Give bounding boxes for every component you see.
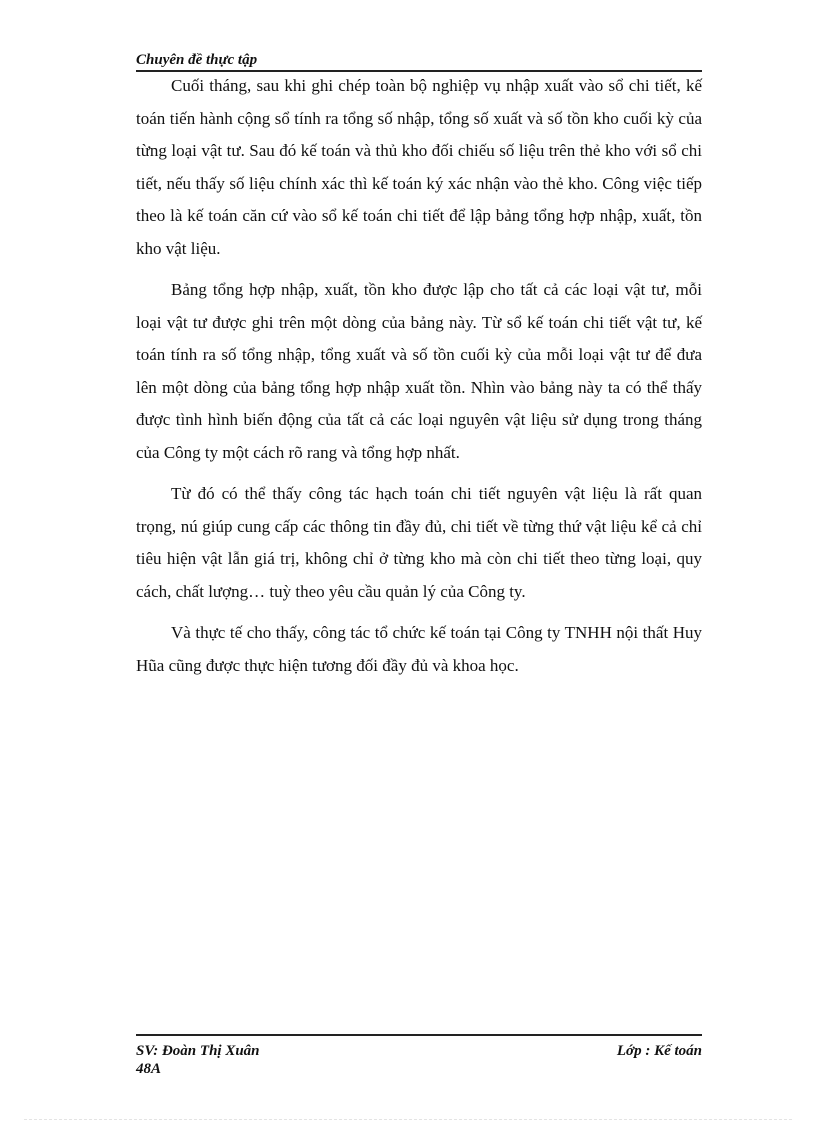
footer-student-class-code: 48A [136, 1061, 162, 1077]
page-bottom-border [24, 1119, 792, 1120]
paragraph-3: Từ đó có thể thấy công tác hạch toán chi tiết nguyên vật liệu là rất quan trọng, nú giúp cung cấp các thông tin đầy đủ, chi tiết về từng thứ vật liệu kể cả chỉ tiêu hiện vật lẫn giá trị, không chỉ ở từng kho mà còn chi tiết theo từng loại, quy cách, chất lượng… tuỳ theo yêu cầu quản lý của Công ty. [136, 484, 702, 601]
footer-student [136, 1042, 260, 1078]
paragraph-2: Bảng tổng hợp nhập, xuất, tồn kho được lập cho tất cả các loại vật tư, mỗi loại vật tư được ghi trên một dòng của bảng này. Từ sổ kế toán chi tiết vật tư, kế toán tính ra số tổng nhập, tổng xuất và số tồn cuối kỳ của mỗi loại vật tư để đưa lên một dòng của bảng tổng hợp nhập xuất tồn. Nhìn vào bảng này ta có thể thấy được tình hình biến động của tất cả các loại nguyên vật liệu sử dụng trong tháng của Công ty một cách rõ rang và tổng hợp nhất. [136, 280, 702, 462]
header-title: Chuyên đề thực tập [136, 52, 258, 68]
page-footer [136, 1034, 702, 1078]
paragraph-1: Cuối tháng, sau khi ghi chép toàn bộ nghiệp vụ nhập xuất vào sổ chi tiết, kế toán tiến hành cộng sổ tính ra tổng số nhập, tổng số xuất và số tồn kho cuối kỳ của từng loại vật tư. Sau đó kế toán và thủ kho đối chiếu số liệu trên thẻ kho với sổ chi tiết, nếu thấy số liệu chính xác thì kế toán ký xác nhận vào thẻ kho. Công việc tiếp theo là kế toán căn cứ vào sổ kế toán chi tiết để lập bảng tổng hợp nhập, xuất, tồn kho vật liệu. [136, 76, 702, 258]
paragraph-4: Và thực tế cho thấy, công tác tổ chức kế toán tại Công ty TNHH nội thất Huy Hũa cũng được thực hiện tương đối đầy đủ và khoa học. [136, 623, 702, 675]
footer-class: Lớp : Kế toán [616, 1043, 702, 1059]
page-header [136, 48, 702, 72]
body-text [136, 70, 702, 691]
footer-student-name: SV: Đoàn Thị Xuân [136, 1043, 260, 1059]
